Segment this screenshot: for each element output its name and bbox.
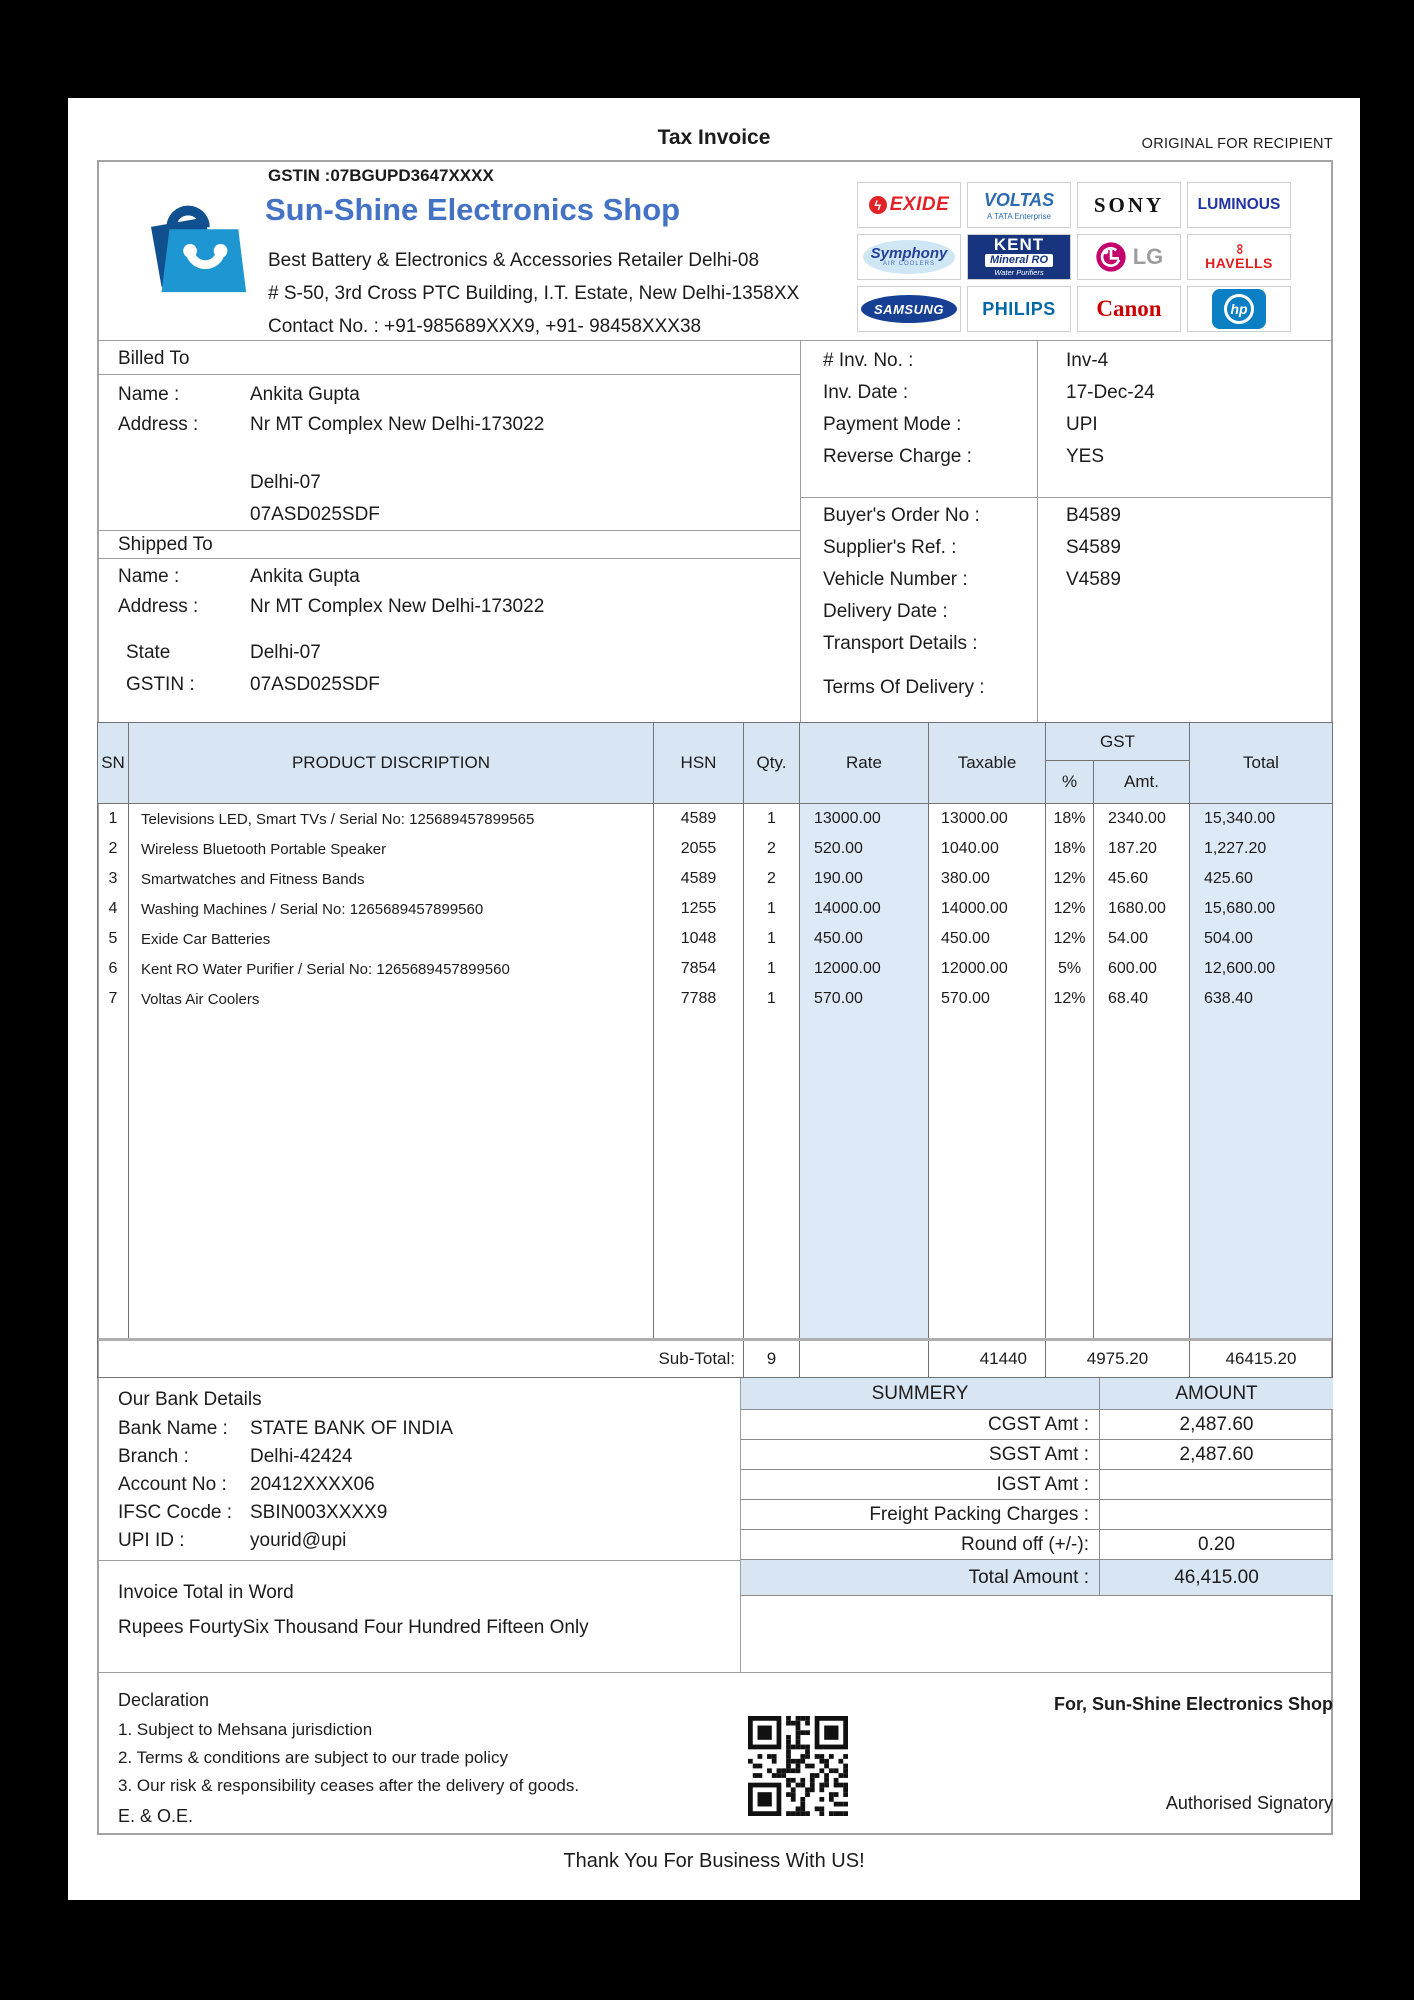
seller-tagline: Best Battery & Electronics & Accessories Retailer Delhi-08 bbox=[268, 250, 760, 271]
header-rate: Rate bbox=[799, 723, 928, 803]
item-sn: 1 bbox=[108, 810, 118, 827]
item-rate: 12000.00 bbox=[799, 954, 928, 984]
summary-value bbox=[1100, 1470, 1333, 1499]
shipped-gstin-value: 07ASD025SDF bbox=[250, 674, 380, 695]
total-in-words-heading: Invoice Total in Word bbox=[118, 1582, 294, 1603]
brand-havells-logo: ∞ HAVELLS bbox=[1187, 234, 1291, 280]
item-total: 638.40 bbox=[1189, 984, 1332, 1014]
summary-row bbox=[741, 1410, 1333, 1440]
header-qty: Qty. bbox=[743, 723, 799, 803]
item-total: 1,227.20 bbox=[1189, 834, 1332, 864]
subtotal-gst-amt: 4975.20 bbox=[1045, 1341, 1189, 1377]
header-product: PRODUCT DISCRIPTION bbox=[128, 723, 653, 803]
item-description: Voltas Air Coolers bbox=[128, 984, 653, 1014]
declaration-item: 1. Subject to Mehsana jurisdiction bbox=[118, 1720, 373, 1739]
bank-details-list bbox=[118, 1418, 718, 1558]
item-qty: 1 bbox=[743, 954, 799, 984]
meta-label: Payment Mode : bbox=[823, 414, 962, 435]
item-qty: 2 bbox=[743, 864, 799, 894]
item-sn: 3 bbox=[108, 870, 118, 887]
item-description: Exide Car Batteries bbox=[128, 924, 653, 954]
item-taxable: 13000.00 bbox=[928, 804, 1045, 834]
item-qty: 1 bbox=[743, 924, 799, 954]
bank-row bbox=[118, 1502, 718, 1530]
item-row bbox=[98, 924, 1332, 954]
item-description: Kent RO Water Purifier / Serial No: 1265689457899560 bbox=[128, 954, 653, 984]
summary-row bbox=[741, 1440, 1333, 1470]
header-taxable: Taxable bbox=[928, 723, 1045, 803]
summary-header-amount: AMOUNT bbox=[1175, 1382, 1258, 1404]
summary-header-label: SUMMERY bbox=[741, 1378, 1100, 1409]
items-table-body bbox=[98, 804, 1332, 1014]
copy-type-label: ORIGINAL FOR RECIPIENT bbox=[1141, 136, 1333, 152]
summary-table bbox=[741, 1378, 1333, 1596]
meta-label: Buyer's Order No : bbox=[823, 505, 980, 526]
lg-face-icon bbox=[1095, 241, 1127, 273]
item-gst-pct: 12% bbox=[1045, 924, 1093, 954]
order-meta-list bbox=[823, 505, 1323, 709]
meta-value: UPI bbox=[1066, 414, 1098, 435]
shipped-band-bottom-divider bbox=[97, 558, 800, 559]
item-total: 15,340.00 bbox=[1189, 804, 1332, 834]
item-sn: 6 bbox=[108, 960, 118, 977]
item-sn: 5 bbox=[108, 930, 118, 947]
meta-value: 17-Dec-24 bbox=[1066, 382, 1155, 403]
billed-city-value: Delhi-07 bbox=[250, 472, 321, 493]
invoice-meta-row bbox=[823, 350, 1323, 382]
item-gst-amt: 68.40 bbox=[1093, 984, 1189, 1014]
item-taxable: 12000.00 bbox=[928, 954, 1045, 984]
shipped-name-value: Ankita Gupta bbox=[250, 566, 360, 587]
item-total: 15,680.00 bbox=[1189, 894, 1332, 924]
item-rate: 520.00 bbox=[799, 834, 928, 864]
item-qty: 2 bbox=[743, 834, 799, 864]
item-gst-amt: 54.00 bbox=[1093, 924, 1189, 954]
item-row bbox=[98, 984, 1332, 1014]
bank-row bbox=[118, 1474, 718, 1502]
shipped-address-value: Nr MT Complex New Delhi-173022 bbox=[250, 596, 545, 617]
order-meta-row bbox=[823, 569, 1323, 601]
bank-value: yourid@upi bbox=[250, 1530, 347, 1551]
brand-hp-logo: hp bbox=[1187, 286, 1291, 332]
billed-to-heading: Billed To bbox=[118, 348, 190, 369]
item-description: Wireless Bluetooth Portable Speaker bbox=[128, 834, 653, 864]
item-rate: 190.00 bbox=[799, 864, 928, 894]
item-gst-amt: 45.60 bbox=[1093, 864, 1189, 894]
item-description: Washing Machines / Serial No: 1265689457899560 bbox=[128, 894, 653, 924]
summary-value: 0.20 bbox=[1198, 1533, 1235, 1555]
billed-address-value: Nr MT Complex New Delhi-173022 bbox=[250, 414, 545, 435]
bank-value: 20412XXXX06 bbox=[250, 1474, 375, 1495]
item-taxable: 14000.00 bbox=[928, 894, 1045, 924]
item-sn: 7 bbox=[108, 990, 118, 1007]
shipped-address-label: Address : bbox=[118, 596, 199, 617]
item-hsn: 1255 bbox=[653, 894, 743, 924]
subtotal-total: 46415.20 bbox=[1189, 1341, 1332, 1377]
brand-exide-logo: ϟ EXIDE bbox=[857, 182, 961, 228]
billed-name-label: Name : bbox=[118, 384, 180, 405]
header-gst: GST bbox=[1045, 723, 1189, 761]
item-gst-amt: 1680.00 bbox=[1093, 894, 1189, 924]
item-qty: 1 bbox=[743, 984, 799, 1014]
summary-header-row bbox=[741, 1378, 1333, 1410]
summary-value: 2,487.60 bbox=[1179, 1413, 1254, 1435]
summary-row bbox=[741, 1560, 1333, 1596]
item-hsn: 7854 bbox=[653, 954, 743, 984]
brand-lg-logo: LG bbox=[1077, 234, 1181, 280]
item-taxable: 570.00 bbox=[928, 984, 1045, 1014]
item-gst-amt: 187.20 bbox=[1093, 834, 1189, 864]
eoe-label: E. & O.E. bbox=[118, 1806, 194, 1826]
shipped-gstin-label: GSTIN : bbox=[126, 674, 195, 695]
item-hsn: 1048 bbox=[653, 924, 743, 954]
item-row bbox=[98, 864, 1332, 894]
header-divider bbox=[97, 340, 1333, 341]
bank-row bbox=[118, 1418, 718, 1446]
item-taxable: 1040.00 bbox=[928, 834, 1045, 864]
subtotal-rate-empty bbox=[799, 1341, 928, 1377]
header-hsn: HSN bbox=[653, 723, 743, 803]
header-gst-amt: Amt. bbox=[1093, 761, 1189, 803]
brand-voltas-logo: VOLTAS A TATA Enterprise bbox=[967, 182, 1071, 228]
qr-code bbox=[748, 1716, 848, 1816]
billed-gstin-value: 07ASD025SDF bbox=[250, 504, 380, 525]
item-hsn: 2055 bbox=[653, 834, 743, 864]
brand-canon-logo: Canon bbox=[1077, 286, 1181, 332]
summary-label: IGST Amt : bbox=[741, 1470, 1100, 1499]
order-meta-row bbox=[823, 677, 1323, 709]
summary-label: Total Amount : bbox=[741, 1560, 1100, 1595]
item-row bbox=[98, 804, 1332, 834]
item-gst-amt: 600.00 bbox=[1093, 954, 1189, 984]
brand-symphony-logo: Symphony AIR COOLERS bbox=[857, 234, 961, 280]
bank-label: Account No : bbox=[118, 1474, 227, 1495]
shop-logo-icon bbox=[136, 182, 254, 300]
summary-row bbox=[741, 1530, 1333, 1560]
meta-label: Terms Of Delivery : bbox=[823, 677, 985, 698]
item-hsn: 4589 bbox=[653, 864, 743, 894]
meta-label: Vehicle Number : bbox=[823, 569, 968, 590]
shipped-state-value: Delhi-07 bbox=[250, 642, 321, 663]
brand-kent-logo: KENT Mineral RO Water Purifiers bbox=[967, 234, 1071, 280]
summary-row bbox=[741, 1470, 1333, 1500]
item-rate: 570.00 bbox=[799, 984, 928, 1014]
summary-label: CGST Amt : bbox=[741, 1410, 1100, 1439]
item-gst-pct: 18% bbox=[1045, 804, 1093, 834]
declaration-item: 3. Our risk & responsibility ceases after the delivery of goods. bbox=[118, 1776, 580, 1795]
item-rate: 14000.00 bbox=[799, 894, 928, 924]
item-gst-pct: 18% bbox=[1045, 834, 1093, 864]
item-qty: 1 bbox=[743, 804, 799, 834]
subtotal-taxable: 41440 bbox=[928, 1341, 1045, 1377]
items-table-filler bbox=[98, 1014, 1332, 1338]
declaration-heading: Declaration bbox=[118, 1690, 210, 1710]
bank-label: Branch : bbox=[118, 1446, 189, 1467]
meta-value: V4589 bbox=[1066, 569, 1121, 590]
brand-samsung-logo: SAMSUNG bbox=[857, 286, 961, 332]
subtotal-label: Sub-Total: bbox=[658, 1349, 735, 1368]
shipped-band-top-divider bbox=[97, 530, 800, 531]
bank-row bbox=[118, 1530, 718, 1558]
summary-value: 2,487.60 bbox=[1179, 1443, 1254, 1465]
bank-value: SBIN003XXXX9 bbox=[250, 1502, 388, 1523]
billed-band-divider bbox=[97, 374, 800, 375]
seller-name: Sun-Shine Electronics Shop bbox=[265, 192, 681, 227]
subtotal-row bbox=[98, 1338, 1332, 1377]
bank-details-heading: Our Bank Details bbox=[118, 1389, 262, 1410]
meta-label: Delivery Date : bbox=[823, 601, 948, 622]
declaration-list bbox=[118, 1720, 579, 1804]
items-table bbox=[97, 722, 1333, 1378]
meta-value: B4589 bbox=[1066, 505, 1121, 526]
item-rate: 450.00 bbox=[799, 924, 928, 954]
item-row bbox=[98, 894, 1332, 924]
item-row bbox=[98, 834, 1332, 864]
item-sn: 2 bbox=[108, 840, 118, 857]
meta-label: Supplier's Ref. : bbox=[823, 537, 957, 558]
billed-address-label: Address : bbox=[118, 414, 199, 435]
item-taxable: 380.00 bbox=[928, 864, 1045, 894]
meta-label: # Inv. No. : bbox=[823, 350, 914, 371]
declaration-top-divider bbox=[97, 1672, 1333, 1673]
shipped-state-label: State bbox=[126, 642, 171, 663]
havells-knot-icon: ∞ bbox=[1230, 243, 1248, 255]
item-gst-pct: 5% bbox=[1045, 954, 1093, 984]
bank-value: Delhi-42424 bbox=[250, 1446, 353, 1467]
item-total: 425.60 bbox=[1189, 864, 1332, 894]
bank-label: Bank Name : bbox=[118, 1418, 228, 1439]
bank-value: STATE BANK OF INDIA bbox=[250, 1418, 454, 1439]
seller-address: # S-50, 3rd Cross PTC Building, I.T. Estate, New Delhi-1358XX bbox=[268, 283, 800, 304]
item-gst-amt: 2340.00 bbox=[1093, 804, 1189, 834]
declaration-item: 2. Terms & conditions are subject to our trade policy bbox=[118, 1748, 508, 1767]
item-rate: 13000.00 bbox=[799, 804, 928, 834]
meta-value: YES bbox=[1066, 446, 1105, 467]
item-hsn: 4589 bbox=[653, 804, 743, 834]
brand-philips-logo: PHILIPS bbox=[967, 286, 1071, 332]
page-title: Tax Invoice bbox=[657, 126, 771, 149]
summary-label: Round off (+/-): bbox=[741, 1530, 1100, 1559]
item-gst-pct: 12% bbox=[1045, 864, 1093, 894]
item-hsn: 7788 bbox=[653, 984, 743, 1014]
summary-body bbox=[741, 1410, 1333, 1596]
invoice-page bbox=[68, 98, 1360, 1900]
bank-words-divider bbox=[97, 1560, 741, 1561]
summary-value bbox=[1100, 1500, 1333, 1529]
bank-label: IFSC Cocde : bbox=[118, 1502, 233, 1523]
bank-row bbox=[118, 1446, 718, 1474]
item-qty: 1 bbox=[743, 894, 799, 924]
footer-thanks: Thank You For Business With US! bbox=[563, 1850, 865, 1872]
meta-boxes-divider bbox=[800, 497, 1333, 498]
party-meta-vertical-divider bbox=[800, 340, 801, 722]
subtotal-qty: 9 bbox=[743, 1341, 799, 1377]
invoice-meta-row bbox=[823, 414, 1323, 446]
item-gst-pct: 12% bbox=[1045, 894, 1093, 924]
summary-value: 46,415.00 bbox=[1174, 1566, 1259, 1588]
meta-value: S4589 bbox=[1066, 537, 1121, 558]
invoice-meta-row bbox=[823, 382, 1323, 414]
summary-row bbox=[741, 1500, 1333, 1530]
item-description: Televisions LED, Smart TVs / Serial No: 125689457899565 bbox=[128, 804, 653, 834]
signature-for-line: For, Sun-Shine Electronics Shop bbox=[1053, 1694, 1333, 1714]
header-total: Total bbox=[1189, 723, 1332, 803]
order-meta-row bbox=[823, 601, 1323, 633]
shipped-to-heading: Shipped To bbox=[118, 534, 213, 555]
order-meta-row bbox=[823, 633, 1323, 665]
header-sn: SN bbox=[101, 753, 125, 772]
brand-logo-grid bbox=[857, 182, 1291, 332]
seller-contact: Contact No. : +91-985689XXX9, +91- 98458XXX38 bbox=[268, 316, 702, 337]
exide-bolt-icon: ϟ bbox=[869, 196, 887, 214]
meta-label: Reverse Charge : bbox=[823, 446, 972, 467]
order-meta-row bbox=[823, 537, 1323, 569]
item-total: 12,600.00 bbox=[1189, 954, 1332, 984]
item-description: Smartwatches and Fitness Bands bbox=[128, 864, 653, 894]
header-gst-pct: % bbox=[1045, 761, 1093, 803]
bank-label: UPI ID : bbox=[118, 1530, 185, 1551]
item-gst-pct: 12% bbox=[1045, 984, 1093, 1014]
seller-gstin: GSTIN :07BGUPD3647XXXX bbox=[268, 166, 494, 185]
meta-value: Inv-4 bbox=[1066, 350, 1109, 371]
summary-label: SGST Amt : bbox=[741, 1440, 1100, 1469]
meta-label: Inv. Date : bbox=[823, 382, 909, 403]
shipped-name-label: Name : bbox=[118, 566, 180, 587]
meta-label: Transport Details : bbox=[823, 633, 978, 654]
summary-label: Freight Packing Charges : bbox=[741, 1500, 1100, 1529]
item-row bbox=[98, 954, 1332, 984]
items-table-header bbox=[98, 723, 1332, 804]
invoice-meta-row bbox=[823, 446, 1323, 478]
item-taxable: 450.00 bbox=[928, 924, 1045, 954]
total-in-words-text: Rupees FourtySix Thousand Four Hundred Fifteen Only bbox=[118, 1617, 589, 1638]
authorised-signatory-label: Authorised Signatory bbox=[1165, 1793, 1333, 1813]
brand-sony-logo: SONY bbox=[1077, 182, 1181, 228]
item-sn: 4 bbox=[108, 900, 118, 917]
item-total: 504.00 bbox=[1189, 924, 1332, 954]
invoice-meta-list bbox=[823, 350, 1323, 478]
brand-luminous-logo: LUMINOUS bbox=[1187, 182, 1291, 228]
billed-name-value: Ankita Gupta bbox=[250, 384, 360, 405]
order-meta-row bbox=[823, 505, 1323, 537]
